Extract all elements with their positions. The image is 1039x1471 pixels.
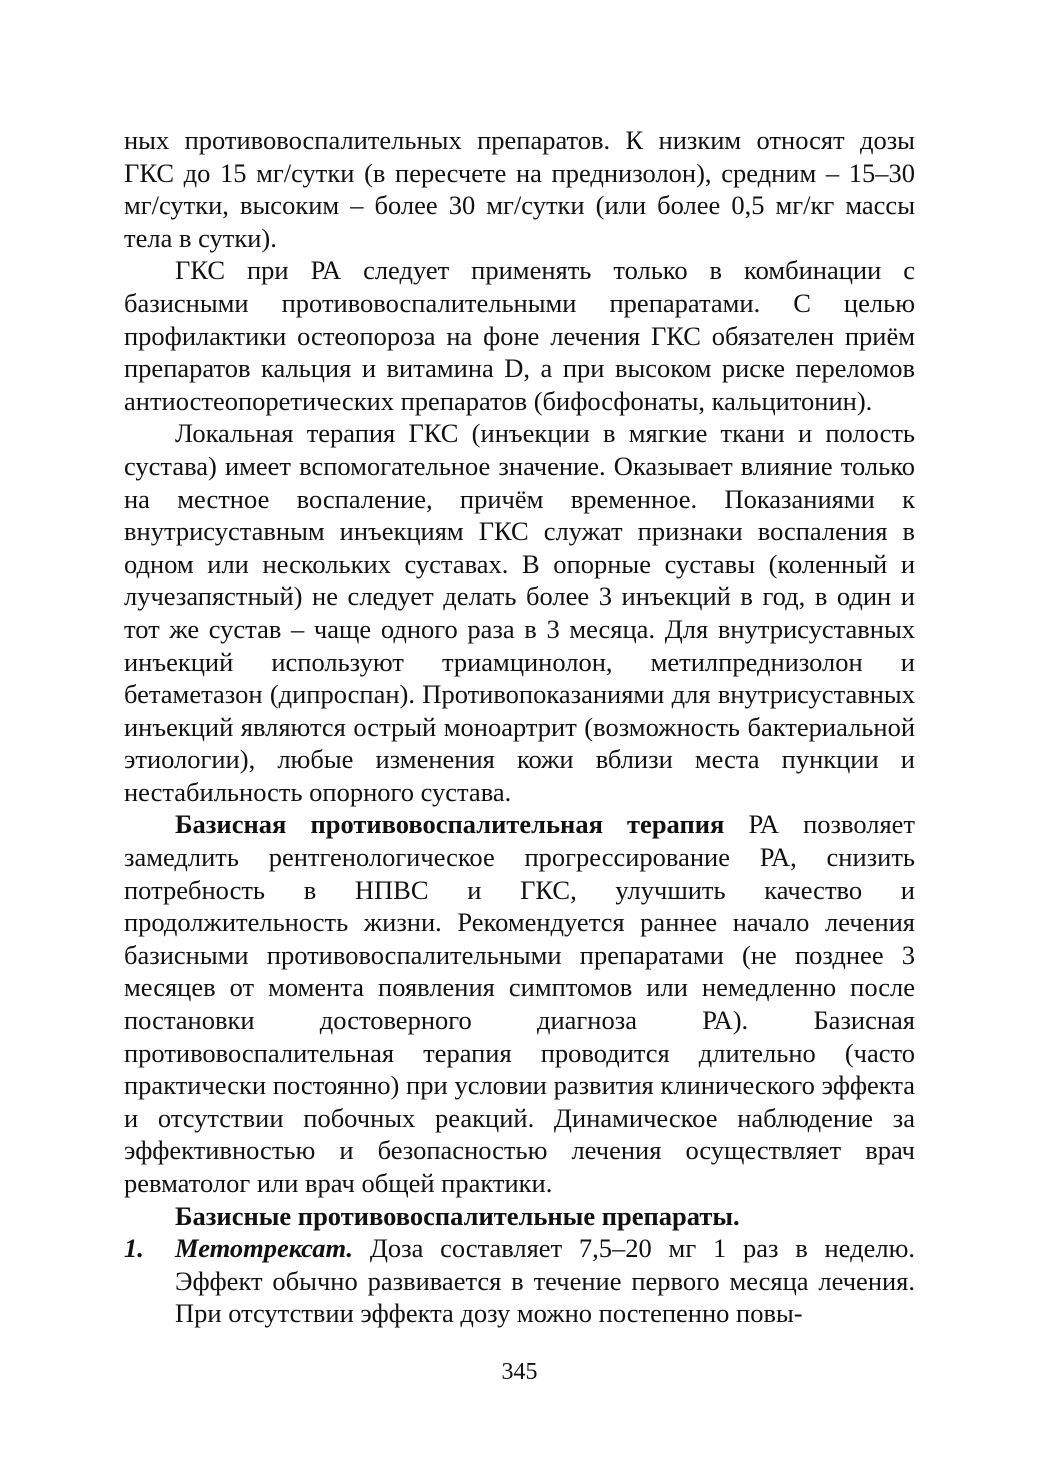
section-heading: Базисные противовоспалительные препараты. <box>175 1200 740 1231</box>
basic-therapy-text: РА позволяет замедлить рентгенологическое прогрессирование РА, снизить потребность в НПВС и ГКС, улучшить качество и продолжительность жизни. Рекомендуется раннее начало лечения базисными противовоспалительными препаратами (не позднее 3 месяцев от момента появления симптомов или немедленно после постановки достоверного диагноза РА). Базисная противовоспалительная терапия проводится длительно (часто практически постоянно) при условии развития клинического эффекта и отсутствии побочных реакций. Динамическое наблюдение за эффективностью и безопасностью лечения осуществляет врач ревматолог или врач общей практики. <box>124 809 915 1198</box>
page-number: 345 <box>501 1359 538 1385</box>
list-item-number: 1. <box>124 1233 144 1264</box>
page-content <box>124 124 915 1330</box>
paragraph-basic-therapy <box>124 808 915 1199</box>
paragraph-gks-combination: ГКС при РА следует применять только в комбинации с базисными противовоспалительными препаратами. С целью профилактики остеопороза на фоне лечения ГКС обязателен приём препаратов кальция и витамина D, а при высоком риске переломов антиостеопоретических препаратов (бифосфонаты, кальцитонин). <box>124 255 915 416</box>
list-item <box>124 1232 915 1330</box>
paragraph-local-therapy: Локальная терапия ГКС (инъекции в мягкие ткани и полость сустава) имеет вспомогательное значение. Оказывает влияние только на местное воспаление, причём временное. Показаниями к внутрисуставным инъекциям ГКС служат признаки воспаления в одном или нескольких суставах. В опорные суставы (коленный и лучезапястный) не следует делать более 3 инъекций в год, в один и тот же сустав – чаще одного раза в 3 месяца. Для внутрисуставных инъекций используют триамцинолон, метилпреднизолон и бетаметазон (дипроспан). Противопоказаниями для внутрисуставных инъекций являются острый моноартрит (возможность бактериальной этиологии), любые изменения кожи вблизи места пункции и нестабильность опорного сустава. <box>124 418 915 807</box>
list-item-title: Метотрексат. <box>175 1233 354 1264</box>
paragraph-continued: ных противовоспалительных препаратов. К низким относят дозы ГКС до 15 мг/сутки (в пересчете на преднизолон), средним – 15–30 мг/сутки, высоким – более 30 мг/сутки (или более 0,5 мг/кг массы тела в сутки). <box>124 125 915 253</box>
list-item-text: Доза составляет 7,5–20 мг 1 раз в неделю. Эффект обычно развивается в течение первого месяца лечения. При отсутствии эффекта дозу можно постепенно повы- <box>175 1233 915 1329</box>
basic-therapy-term: Базисная противовоспалительная терапия <box>175 809 725 840</box>
